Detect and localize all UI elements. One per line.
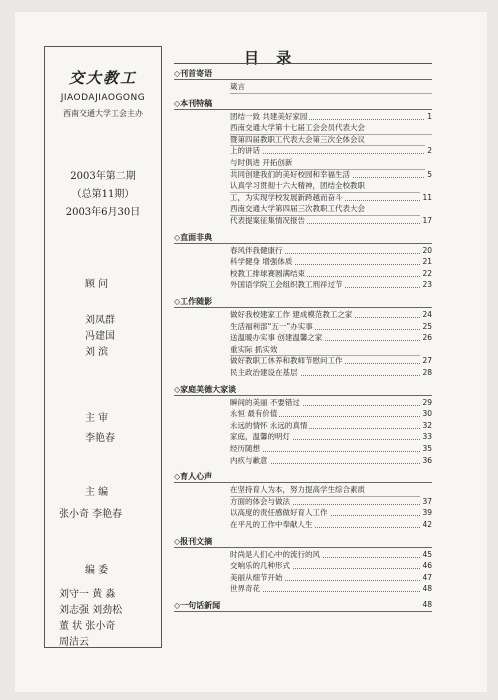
toc-entry-title: 西南交通大学第十七届工会会员代表大会 [230,123,365,133]
toc-entry-title: 做好教职工休养和教师节慰问工作 [230,356,343,366]
toc-page-number: 23 [422,280,432,290]
toc-section-heading [174,66,432,80]
toc-entry-title: 时尚是人们心中的流行的风 [230,549,320,559]
issue-date: 2003年6月30日 [65,207,141,218]
toc-section-heading [174,294,432,308]
chief-editor-label: 主 编 [85,487,109,498]
toc-page-number: 17 [422,216,432,225]
editor-names: 董 状 张小奇 [59,621,116,632]
editor-names: 周洁云 [59,637,89,648]
toc-page-number: 32 [422,420,432,430]
total-issue: （总第11期） [71,189,135,200]
toc-section-label: ◇工作随影 [174,297,213,306]
toc-section-heading [174,382,432,396]
toc-section-heading [174,534,432,548]
toc-page-number: 30 [422,409,432,419]
toc-entry[interactable] [230,431,432,443]
magazine-pinyin: JIAODAJIAOGONG [60,93,146,103]
toc-entry-title: 生活福利部“五一”办实事 [230,321,313,331]
toc-entry-title: 代表提案征集情况报告 [230,216,305,225]
toc-entry-title: 在平凡的工作中奉献人生 [230,520,313,529]
toc-entry[interactable] [230,256,432,268]
toc-section-heading [174,598,432,612]
toc-page-number: 39 [422,508,432,518]
toc-entry[interactable] [230,408,432,420]
toc-page-number: 1 [427,111,432,121]
magazine-title: 交大教工 [68,69,137,87]
toc-page-number: 26 [422,333,432,343]
toc-entry-title: 永恒 最有价值 [230,409,278,419]
editors-label: 编 委 [85,565,109,576]
toc-entry[interactable] [230,549,432,561]
advisor-name: 刘 滨 [85,347,109,358]
toc-entry[interactable] [230,145,432,157]
toc-entry[interactable] [230,279,432,291]
advisor-name: 刘凤群 [85,315,115,326]
toc-entry-title: 以高度的责任感做好育人工作 [230,508,328,518]
toc-page-number: 28 [422,368,432,377]
toc-page-number: 5 [427,169,432,179]
toc-entry[interactable] [230,496,432,508]
toc-entry[interactable] [230,332,432,344]
toc-section-label: ◇家庭美德大家谈 [174,384,237,394]
toc-page-number: 27 [422,356,432,366]
toc-entry[interactable] [230,355,432,367]
toc-entry-title: 永远的情怀 永远的真情 [230,420,308,430]
toc-entry-title: 交响乐的几种形式 [230,561,290,571]
advisor-name: 冯建国 [85,331,115,342]
toc-section-label: ◇一句话新闻 [174,601,221,610]
toc-entry-title: 在坚持育人为本，努力提高学生综合素质 [230,485,365,495]
toc-entry[interactable] [230,268,432,280]
toc-entry-title: 共同创建我们的美好校园和幸福生活 [230,169,350,179]
chief-editor-names: 张小奇 李艳春 [59,509,123,520]
toc-entry-title: 上的讲话 [230,146,260,156]
toc-entry[interactable] [230,572,432,584]
toc-section-heading [174,469,432,483]
toc-entry-title: 美丽从细节开始 [230,572,283,582]
toc-page-number: 45 [422,549,432,559]
toc-page-number: 22 [422,268,432,278]
toc-entry[interactable] [230,367,432,379]
toc-entry[interactable] [230,215,432,227]
masthead-box [44,46,162,648]
toc-entry-title: 箴言 [230,82,245,91]
toc-page-number: 29 [422,397,432,407]
magazine-host: 西南交通大学工会主办 [63,109,143,118]
editor-names: 刘志强 刘劲松 [59,605,123,616]
toc-entry-title: 世界奇花 [230,584,260,594]
reviewer-label: 主 审 [85,413,109,424]
toc-section-label: ◇报刊文摘 [174,536,213,546]
toc-entry[interactable] [230,81,432,94]
toc-entry-title: 方面的体会与做法 [230,496,290,506]
toc-page-number: 11 [422,192,432,202]
toc-page-number: 24 [422,310,432,319]
toc-entry[interactable] [230,443,432,455]
toc-page-number: 48 [422,584,432,594]
toc-page-number: 36 [422,455,432,465]
toc-entry-title: 校教工排球赛圆满结束 [230,268,305,278]
toc-entry-title: 春风伴我健康行 [230,245,283,255]
toc-entry-title: 内疚与歉意 [230,455,268,465]
toc-page-number: 35 [422,444,432,453]
toc-entry[interactable] [230,560,432,572]
toc-entry-title: 瞬间的美丽 不要错过 [230,397,300,407]
toc-entry[interactable] [230,321,432,333]
toc-entry-title: 送温暖办实事 创建温馨之家 [230,333,323,343]
toc-page-number: 48 [422,600,432,609]
advisors-label: 顾 问 [85,279,109,290]
toc-page-number: 21 [422,257,432,267]
toc-entry-title: 暨第四届教职工代表大会第三次全体会议 [230,134,365,144]
toc-entry-title: 经历随想 [230,444,260,453]
toc-page-number: 37 [422,496,432,506]
reviewer-name: 李艳春 [85,433,115,444]
toc-section-label: ◇本刊特稿 [174,98,213,108]
toc-entry[interactable] [230,192,432,204]
toc-top-rule [174,63,432,64]
toc-entry[interactable] [230,309,432,321]
toc-entry[interactable] [230,519,432,531]
toc-section-heading [174,96,432,110]
toc-entry-title: 西南交通大学第四届三次教职工代表大会 [230,204,365,214]
toc-entry-title: 科学健身 增强体质 [230,257,293,267]
toc-entry-title: 工，为实现学校发展新跨越而奋斗 [230,192,343,202]
toc-section-label: ◇刊首寄语 [174,69,213,78]
toc-entry-title: 外国语学院工会组织教工刑祥过节 [230,280,343,290]
editor-names: 刘守一 黄 淼 [59,589,116,600]
toc-entry[interactable] [230,397,432,409]
toc-entry[interactable] [230,420,432,432]
toc-page-number: 2 [427,146,432,156]
toc-title: 目 录 [244,49,298,67]
toc-entry-title: 与时俱进 开拓创新 [230,158,293,167]
toc-entry-title: 团结一致 共建美好家园 [230,111,308,121]
toc-entry[interactable] [230,583,432,595]
toc-page-number: 20 [422,245,432,255]
toc-page-number: 47 [422,572,432,582]
toc-entry[interactable] [230,507,432,519]
toc-page-number: 33 [422,432,432,442]
toc-entry-title: 认真学习贯彻十六大精神，团结全校教职 [230,181,365,191]
toc-entry[interactable] [230,455,432,467]
toc-entry-title: 民主政治建设在基层 [230,368,298,377]
toc-section-label: ◇育人心声 [174,472,213,482]
toc-entry-title: 做好我校建家工作 建成模范教工之家 [230,310,353,319]
toc-section-heading [174,230,432,244]
issue-number: 2003年第二期 [70,171,136,182]
toc-entry-title: 家庭，温馨的明灯 [230,432,290,442]
toc-page-number: 42 [422,520,432,529]
toc-entry[interactable] [230,111,432,123]
toc-section-label: ◇直面非典 [174,232,213,242]
toc-entry[interactable] [230,169,432,181]
toc-page-number: 25 [422,321,432,331]
toc-entry[interactable] [230,245,432,257]
toc-page-number: 46 [422,561,432,571]
toc-entry-title: 重实际 抓实效 [230,344,278,354]
